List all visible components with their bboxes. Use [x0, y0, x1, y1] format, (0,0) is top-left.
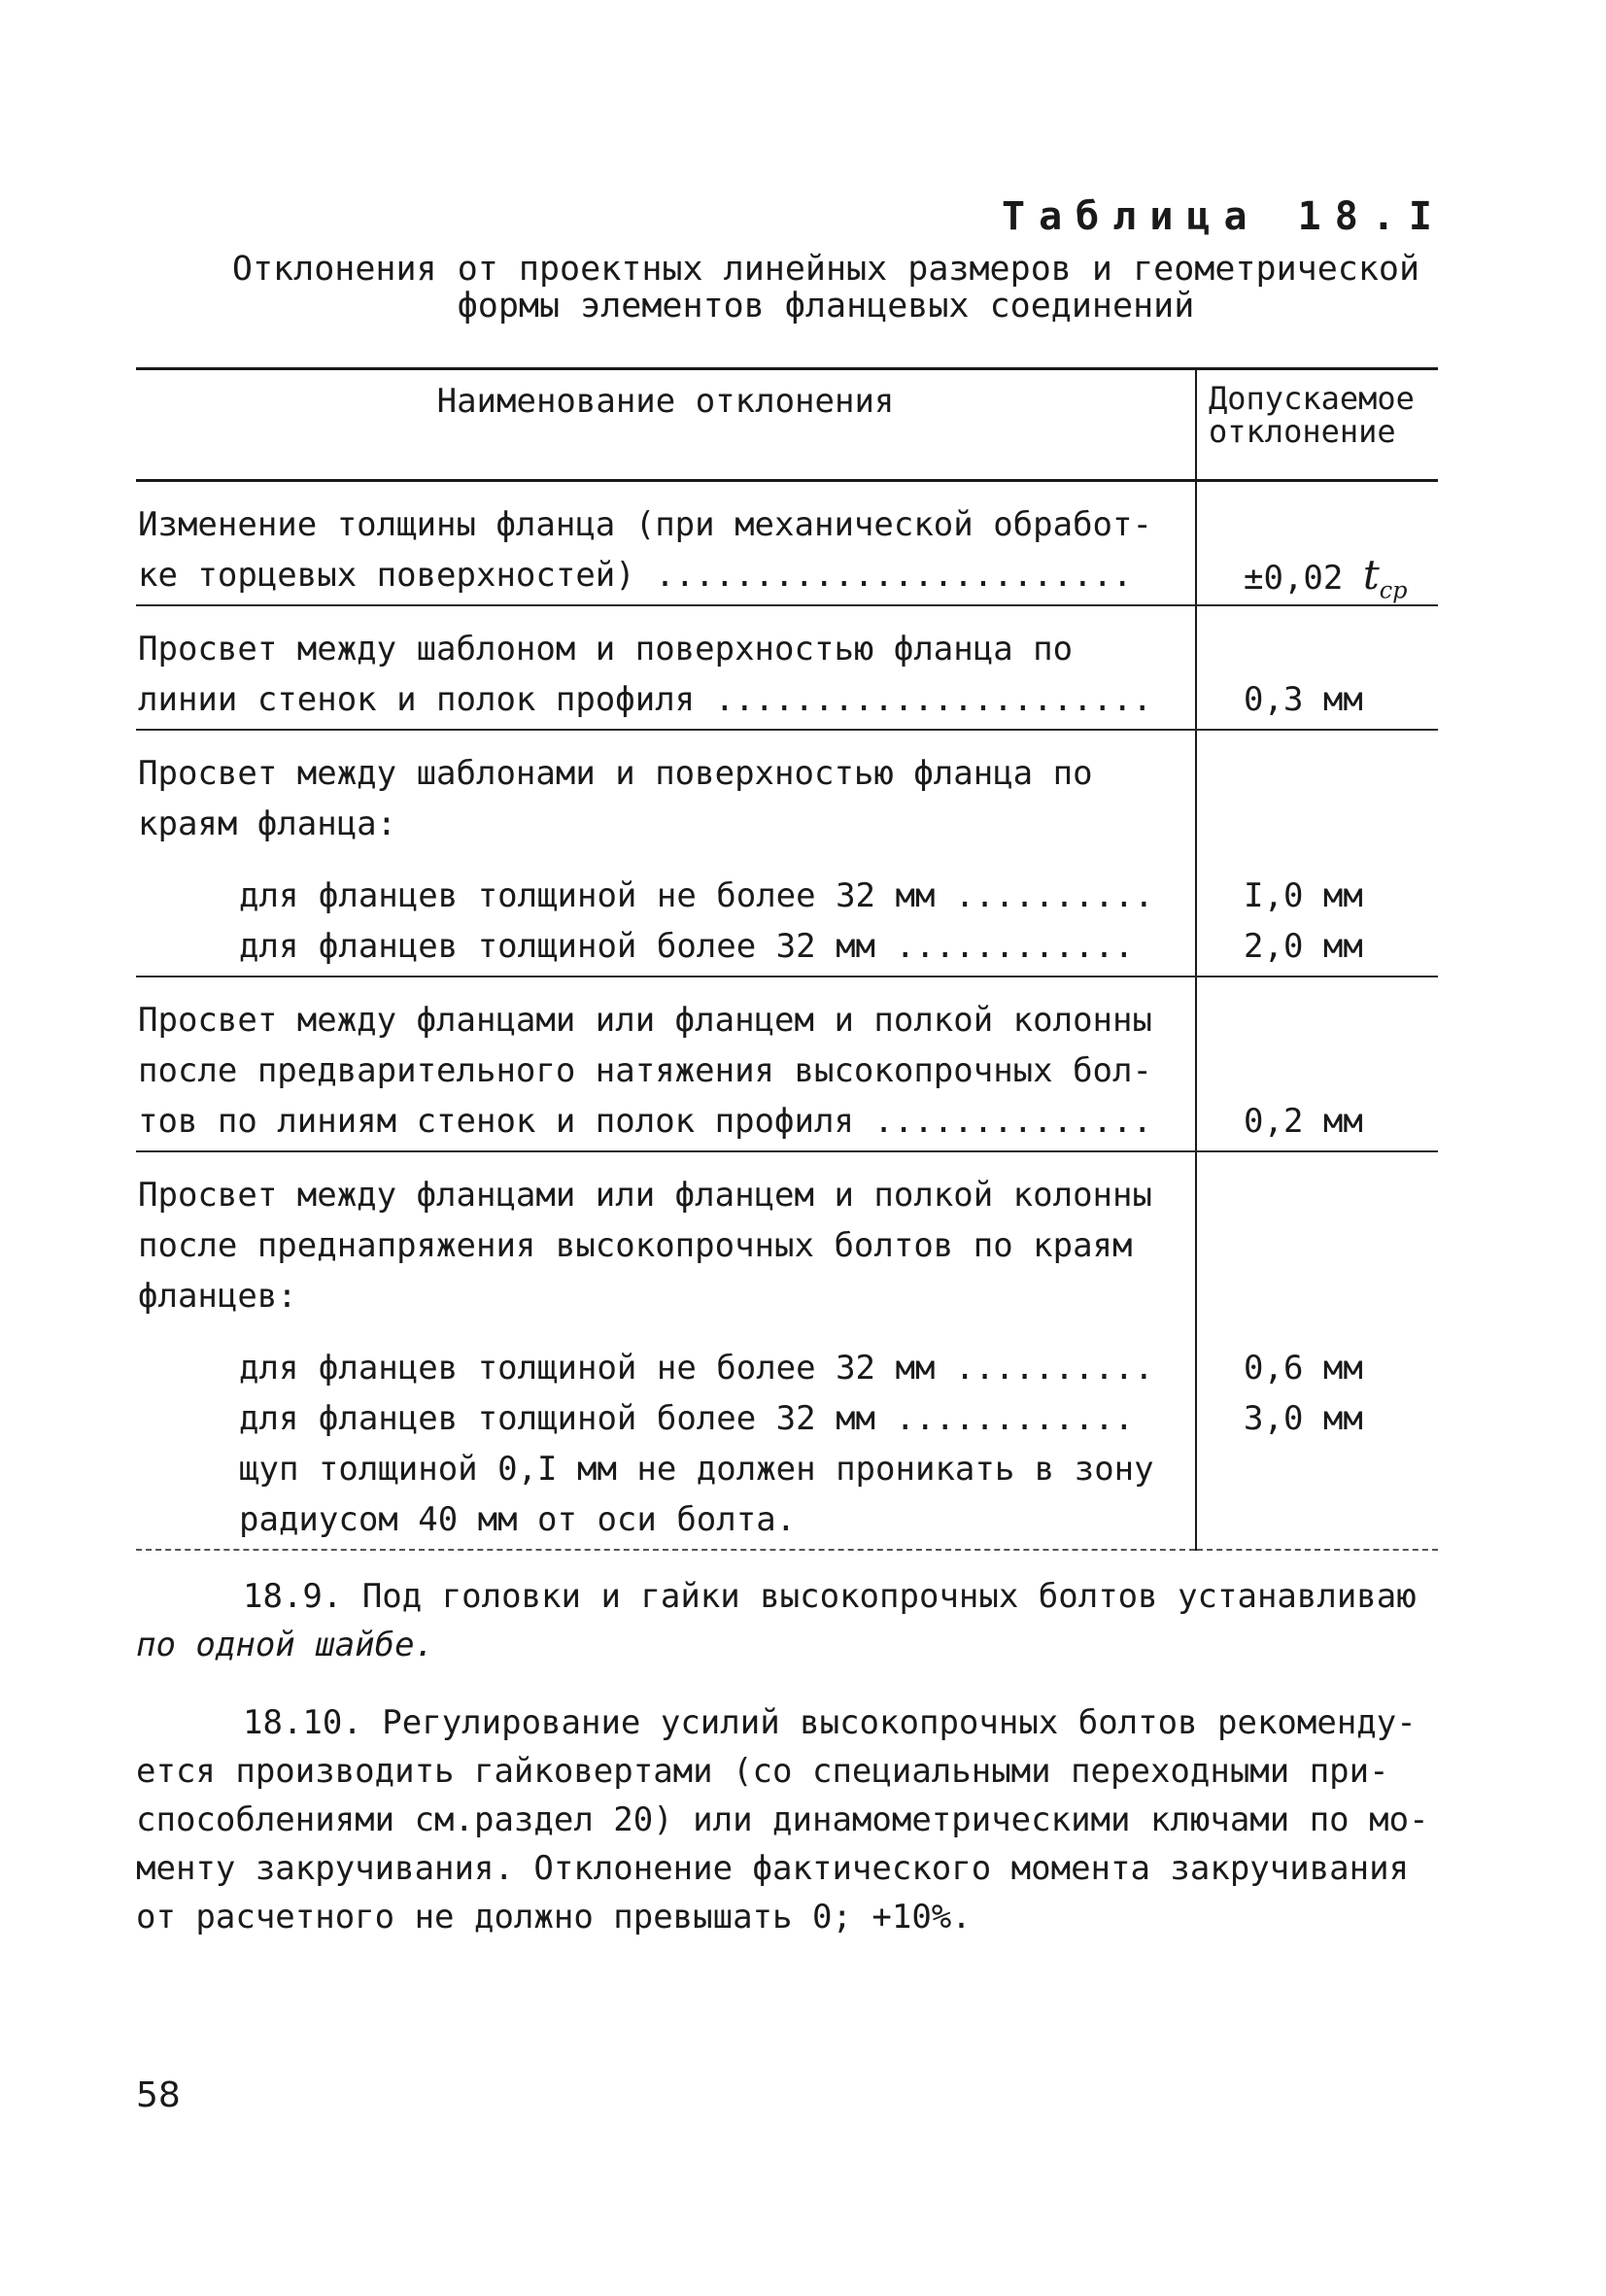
table-title — [194, 251, 1457, 325]
table-row — [136, 1151, 1438, 1550]
deviation-text-line: Просвет между фланцами или фланцем и полкой колонны — [138, 1001, 1152, 1040]
allowed-value-line — [1244, 624, 1438, 674]
allowed-value-line — [1244, 799, 1438, 849]
deviation-text-line: краям фланца: — [138, 805, 397, 843]
paragraph-line: по одной шайбе. — [136, 1626, 435, 1664]
allowed-value-line: 0,3 мм — [1244, 680, 1363, 719]
table-caption: Таблица 18.I — [1002, 194, 1446, 239]
paragraph-line: от расчетного не должно превышать 0; +10%. — [136, 1898, 972, 1936]
deviation-name-cell — [136, 977, 1196, 1151]
allowed-value-line — [1244, 1271, 1438, 1321]
paragraph-line: 18.10. Регулирование усилий высокопрочных болтов рекоменду- — [243, 1703, 1417, 1742]
deviation-text-line: тов по линиям стенок и полок профиля .............. — [138, 1102, 1152, 1141]
deviation-text-line: для фланцев толщиной не более 32 мм .......... — [239, 1349, 1154, 1388]
allowed-value-cell — [1196, 977, 1438, 1151]
allowed-value-line — [1244, 1170, 1438, 1220]
allowed-value-line — [1244, 1444, 1438, 1494]
deviation-text-line: Просвет между шаблоном и поверхностью фланца по — [138, 630, 1074, 668]
deviation-name-cell — [136, 481, 1196, 606]
allowed-value-line: 3,0 мм — [1244, 1399, 1363, 1438]
page-number: 58 — [136, 2075, 181, 2115]
table-row — [136, 605, 1438, 730]
allowed-value-cell — [1196, 605, 1438, 730]
deviation-text-line: ке торцевых поверхностей) ........................ — [138, 556, 1133, 595]
deviation-text-line: Просвет между шаблонами и поверхностью фланца по — [138, 754, 1093, 793]
allowed-value-cell — [1196, 1151, 1438, 1550]
allowed-value-line — [1244, 550, 1438, 604]
header-deviation-name: Наименование отклонения — [136, 369, 1196, 481]
paragraph-line: менту закручивания. Отклонение фактического момента закручивания — [136, 1849, 1410, 1888]
allowed-value-line — [1244, 1045, 1438, 1096]
thickness-symbol-subscript: ср — [1379, 576, 1408, 604]
deviation-text-line: Просвет между фланцами или фланцем и полкой колонны — [138, 1176, 1152, 1215]
paragraph-line: 18.9. Под головки и гайки высокопрочных болтов устанавливаю — [243, 1577, 1417, 1616]
allowed-value-line: 2,0 мм — [1244, 927, 1363, 966]
table-header-row — [136, 369, 1438, 481]
paragraph-line: ется производить гайковертами (со специальными переходными при- — [136, 1752, 1389, 1791]
table-title-line-2: формы элементов фланцевых соединений — [457, 287, 1195, 326]
deviation-text-line: после предварительного натяжения высокопрочных бол- — [138, 1051, 1152, 1090]
allowed-value-line — [1244, 1321, 1438, 1343]
deviation-text-line — [138, 849, 1185, 871]
deviation-text-line: Изменение толщины фланца (при механической обработ- — [138, 505, 1152, 544]
allowed-value-line — [1244, 995, 1438, 1045]
paragraph-line: способлениями см.раздел 20) или динамометрическими ключами по мо- — [136, 1800, 1429, 1839]
allowed-value-line: 0,2 мм — [1244, 1102, 1363, 1141]
allowed-value-line: 0,6 мм — [1244, 1349, 1363, 1388]
table-row — [136, 730, 1438, 977]
allowed-value-line — [1244, 1494, 1438, 1545]
paragraph-18-9 — [136, 1572, 1457, 1669]
table-body — [136, 481, 1438, 1551]
allowed-value-line — [1244, 1220, 1438, 1271]
tolerance-prefix: ±0,02 — [1244, 559, 1363, 598]
header-allowed-deviation: Допускаемое отклонение — [1196, 369, 1438, 481]
deviation-name-cell — [136, 730, 1196, 977]
thickness-symbol — [1362, 551, 1408, 604]
deviation-text-line: радиусом 40 мм от оси болта. — [239, 1500, 797, 1539]
deviation-text-line — [138, 1321, 1185, 1343]
deviation-text-line: для фланцев толщиной более 32 мм ............ — [239, 1399, 1135, 1438]
allowed-value-cell — [1196, 730, 1438, 977]
deviation-name-cell — [136, 1151, 1196, 1550]
paragraph-18-10 — [136, 1698, 1457, 1941]
allowed-value-line — [1244, 849, 1438, 871]
deviation-text-line: после преднапряжения высокопрочных болтов по краям — [138, 1226, 1133, 1265]
table-row — [136, 481, 1438, 606]
table-title-line-1: Отклонения от проектных линейных размеров и геометрической — [231, 250, 1420, 289]
allowed-value-line — [1244, 748, 1438, 799]
deviation-table — [136, 367, 1438, 1551]
allowed-value-cell — [1196, 481, 1438, 606]
deviation-name-cell — [136, 605, 1196, 730]
allowed-value-line — [1244, 499, 1438, 550]
deviation-text-line: фланцев: — [138, 1277, 297, 1316]
table-row — [136, 977, 1438, 1151]
deviation-text-line: линии стенок и полок профиля ...................... — [138, 680, 1152, 719]
deviation-text-line: для фланцев толщиной не более 32 мм .......... — [239, 876, 1154, 915]
thickness-symbol-letter: t — [1362, 551, 1380, 599]
deviation-text-line: для фланцев толщиной более 32 мм ............ — [239, 927, 1135, 966]
deviation-text-line: щуп толщиной 0,I мм не должен проникать в зону — [239, 1450, 1154, 1489]
allowed-value-line: I,0 мм — [1244, 876, 1363, 915]
